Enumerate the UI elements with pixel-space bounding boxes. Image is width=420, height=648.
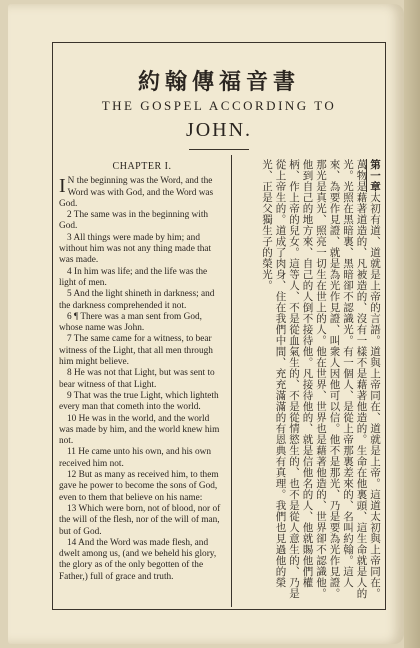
title-john: JOHN. <box>185 119 253 141</box>
verse-12: 12 But as many as received him, to them gave he power to become the sons of God, even to them that believe on his name: <box>59 470 219 503</box>
chinese-column <box>237 159 381 607</box>
verse-1 <box>59 176 225 210</box>
book-spine-edge <box>404 0 420 648</box>
drop-cap: I <box>59 175 66 198</box>
title-chinese: 約翰傳福音書 <box>137 70 300 95</box>
column-divider <box>231 155 232 607</box>
verse-14: 14 And the Word was made flesh, and dwelt among us, (and we beheld his glory, the glory as of the only begotten of the Father,) full of grace and truth. <box>59 537 217 582</box>
title-english: THE GOSPEL ACCORDING TO <box>101 98 337 113</box>
verse-2: 2 The same was in the beginning with God. <box>59 210 209 232</box>
chinese-chapter-heading: 第一章 <box>366 159 381 192</box>
verse-6: 6 ¶ There was a man sent from God, whose name was John. <box>59 311 202 334</box>
title-divider-rule <box>189 149 249 150</box>
page-border-frame <box>52 42 386 610</box>
chapter-heading: CHAPTER I. <box>112 161 172 172</box>
book-page <box>8 4 404 644</box>
verse-9: 9 That was the true Light, which lighteth every man that cometh into the world. <box>59 390 219 413</box>
verse-10: 10 He was in the world, and the world was made by him, and the world knew him not. <box>59 413 220 447</box>
verse-3: 3 All things were made by him; and without him was not any thing made that was made. <box>59 232 212 266</box>
verse-8: 8 He was not that Light, but was sent to bear witness of that Light. <box>59 368 215 390</box>
verse-4: 4 In him was life; and the life was the light of men. <box>59 266 208 288</box>
verse-text: N the beginning was the Word, and the Word was with God, and the Word was God. <box>59 176 214 209</box>
verse-11: 11 He came unto his own, and his own received him not. <box>59 447 211 469</box>
english-column <box>59 161 225 583</box>
chinese-verse-block: 道成了肉身、住在我們中間、充充滿滿的有恩典有真理。我們也見過他的榮光、正是父獨生子的榮光。 <box>261 159 287 588</box>
chinese-verse-block: 有一個人、是從上帝那裏差來的、名叫約翰。這人來、為要作見證、就是為光作見證、叫衆人因他可以信。他不是那光、乃是要為光作見證。那光是真光、照亮一切生在世上的人。他在世界、世界也是藉著他造的、世界卻不認識他。他到自己的地方來、自己的人倒不接待他。凡接待他的、就是信他名的人、他就賜他們權柄、作上帝的兒女。這等人、不是從血氣生的、不是從情慾生的、也不是從人意生的、乃是從上帝生的。 <box>274 159 354 599</box>
verse-5: 5 And the light shineth in darkness; and the darkness comprehended it not. <box>59 289 215 311</box>
verse-13: 13 Which were born, not of blood, nor of the will of the flesh, nor of the will of man, but of God. <box>59 503 221 537</box>
verse-7: 7 The same came for a witness, to bear witness of the Light, that all men through him might believe. <box>59 334 213 368</box>
chinese-verse-block: 太初有道、道就是上帝的言語。道與上帝同在、道就是上帝。這道太初與上帝同在。萬物是藉著道造的、凡被造的、沒有一樣不是藉著他造的。生命在他裏頭、這生命就是人的光。光照在黑暗裏、黑暗卻不認識光。 <box>342 159 381 599</box>
